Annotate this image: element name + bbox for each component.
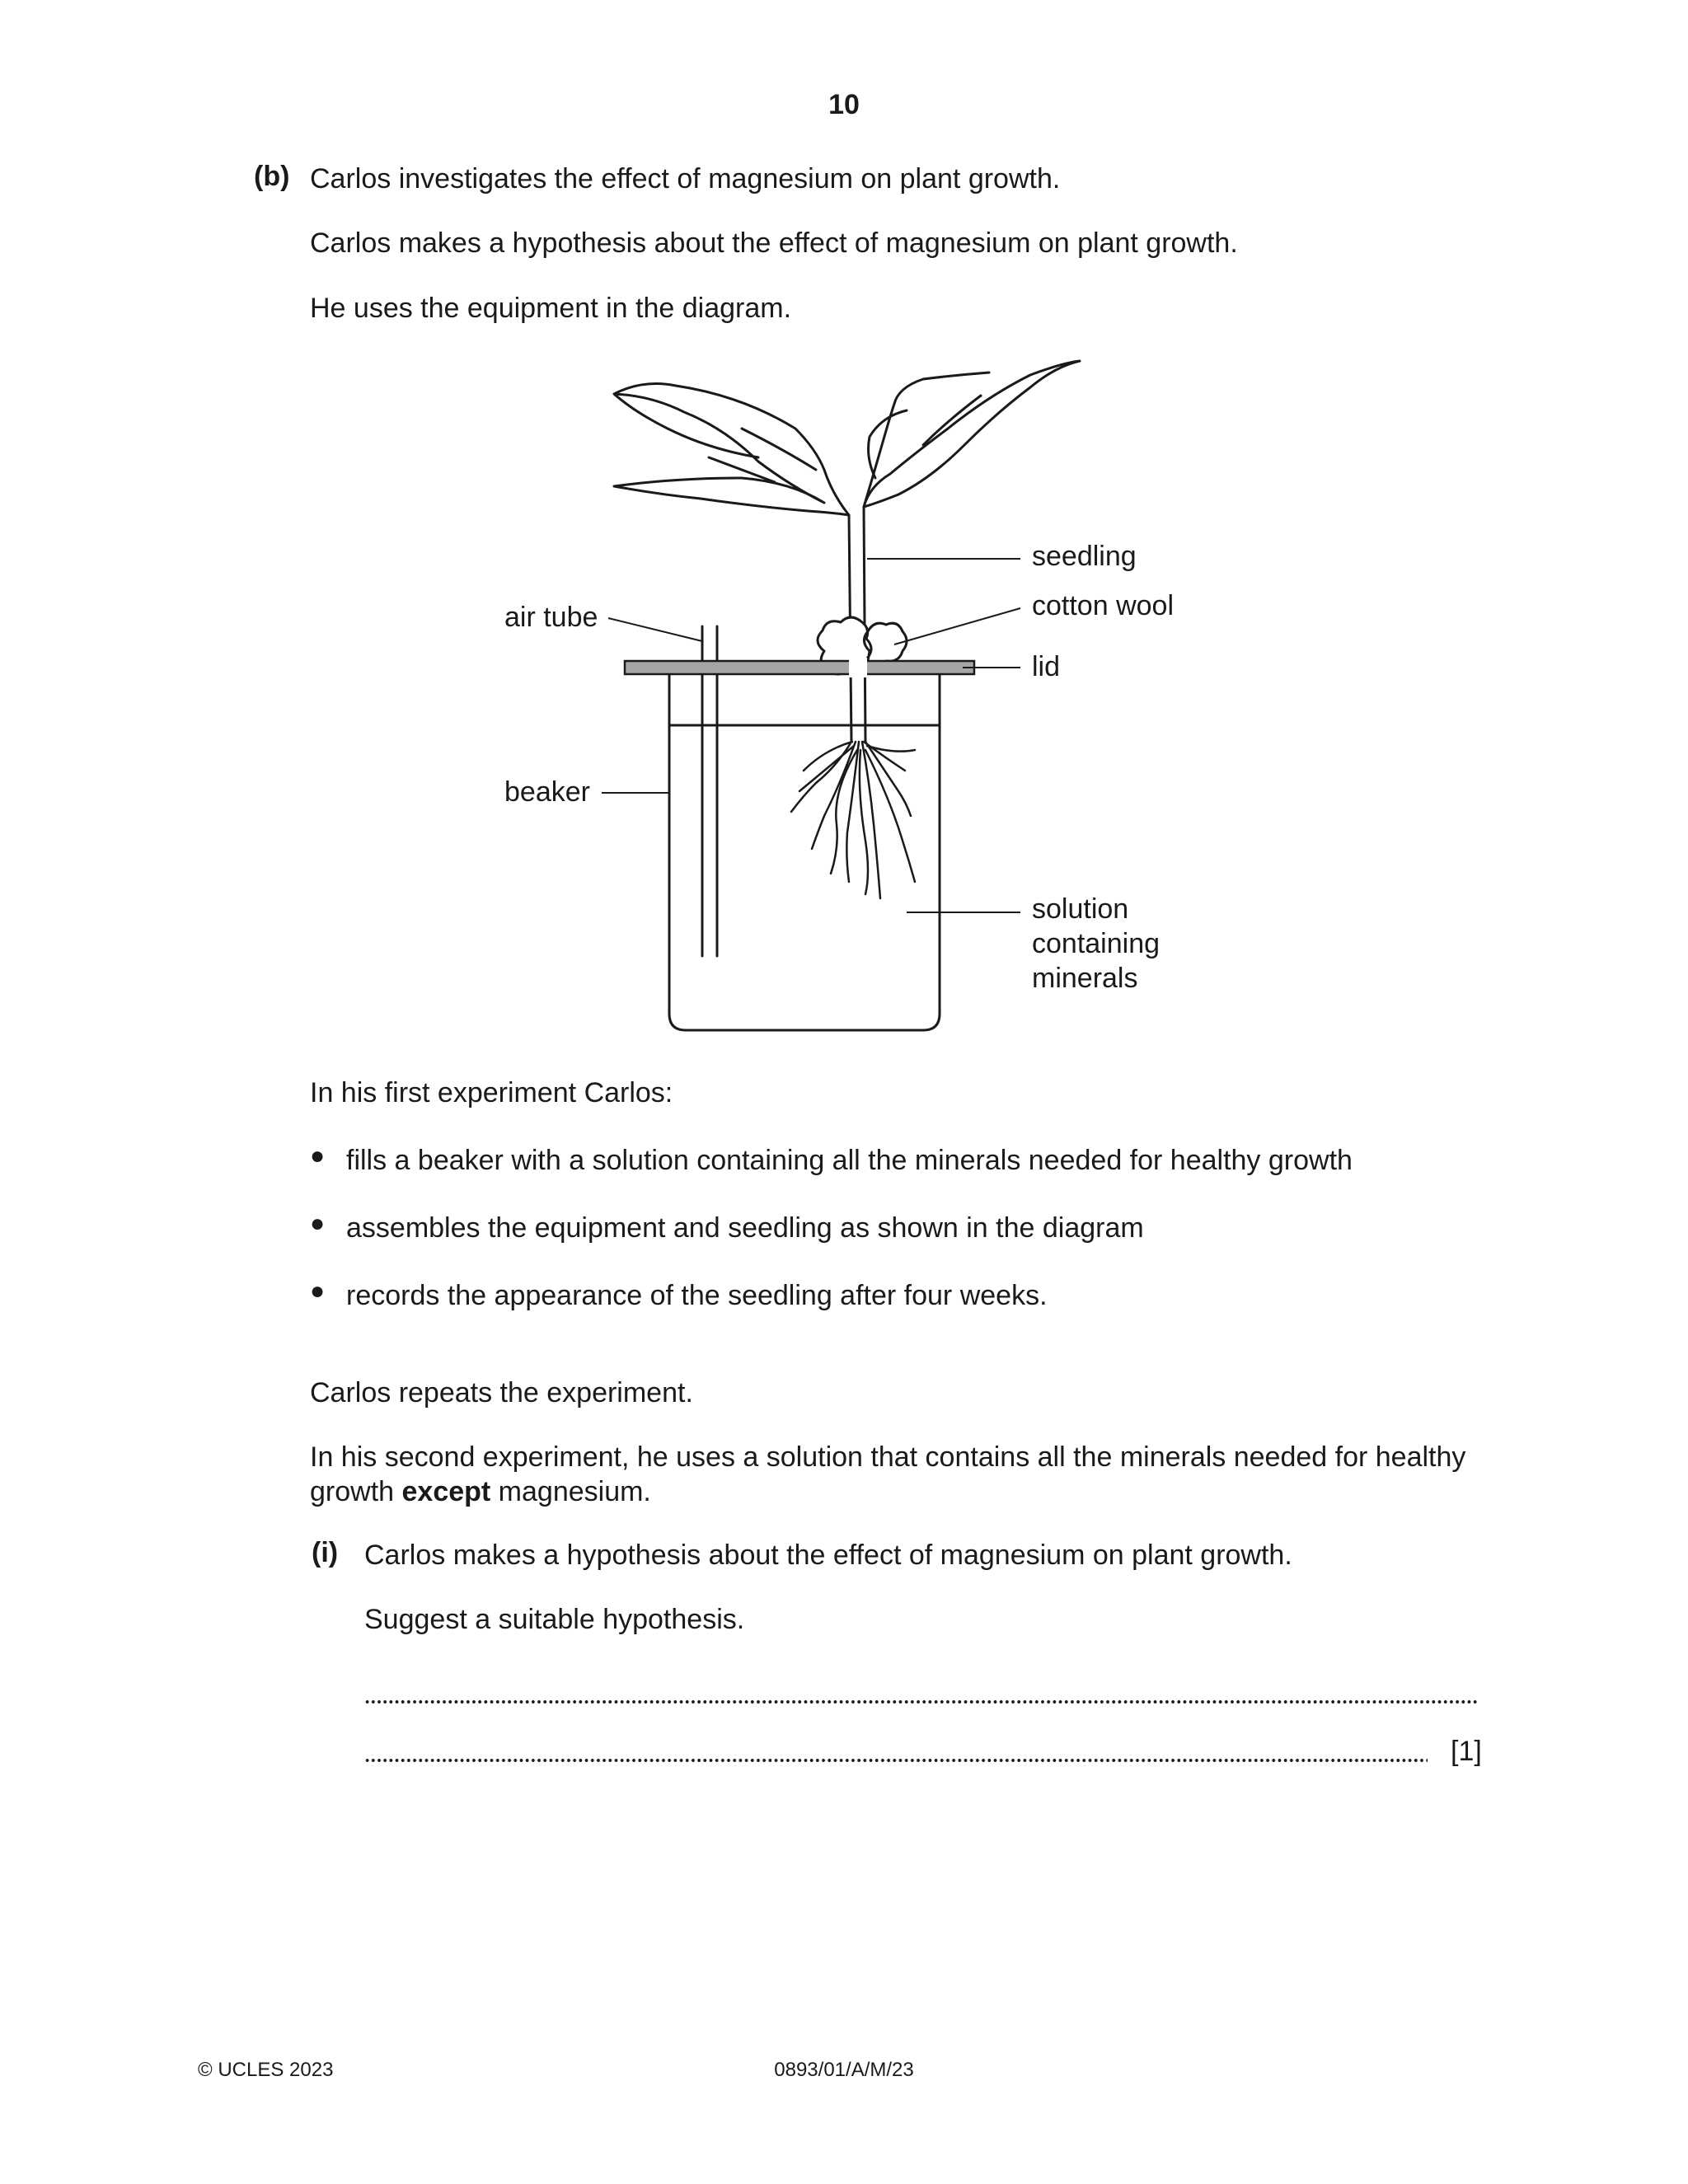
bullet-marker: ● <box>310 1142 326 1169</box>
repeat-statement: Carlos repeats the experiment. <box>310 1377 693 1408</box>
seedling-roots <box>791 742 915 898</box>
label-solution-2: containing <box>1032 928 1160 959</box>
lid-stem-gap <box>849 658 867 677</box>
air-tube <box>702 626 717 956</box>
marks-indicator: [1] <box>1451 1736 1482 1767</box>
question-i-label: (i) <box>312 1537 339 1568</box>
part-b-label: (b) <box>254 161 290 192</box>
label-seedling: seedling <box>1032 541 1137 572</box>
label-solution-3: minerals <box>1032 963 1138 994</box>
second-experiment-emphasis: except <box>401 1476 491 1507</box>
equipment-statement: He uses the equipment in the diagram. <box>310 293 792 324</box>
label-air-tube: air tube <box>504 602 598 633</box>
answer-line-2[interactable] <box>364 1758 1428 1763</box>
cotton-wool-leader <box>894 608 1020 644</box>
bullet-item-3: records the appearance of the seedling after four weeks. <box>346 1280 1048 1311</box>
hypothesis-statement: Carlos makes a hypothesis about the effect of magnesium on plant growth. <box>310 227 1238 259</box>
air-tube-leader <box>608 618 702 641</box>
bullet-marker: ● <box>310 1210 326 1237</box>
footer-copyright: © UCLES 2023 <box>198 2059 334 2081</box>
first-experiment-intro: In his first experiment Carlos: <box>310 1077 673 1108</box>
label-lid: lid <box>1032 651 1061 682</box>
label-beaker: beaker <box>504 776 590 808</box>
seedling-leaves <box>614 361 1080 515</box>
question-i-text: Carlos makes a hypothesis about the effect of magnesium on plant growth. <box>364 1540 1292 1571</box>
footer-code: 0893/01/A/M/23 <box>774 2059 914 2081</box>
question-i-prompt: Suggest a suitable hypothesis. <box>364 1604 745 1635</box>
bullet-item-1: fills a beaker with a solution containing all the minerals needed for healthy growth <box>346 1145 1353 1176</box>
page-number: 10 <box>828 89 860 120</box>
equipment-diagram <box>0 0 1688 1071</box>
label-solution-1: solution <box>1032 893 1129 925</box>
label-cotton-wool: cotton wool <box>1032 590 1174 621</box>
second-experiment-after: magnesium. <box>490 1476 651 1507</box>
lid <box>625 661 974 674</box>
second-experiment-before: In his second experiment, he uses a solution that contains all the minerals needed for healthy growth <box>310 1441 1466 1507</box>
second-experiment-text <box>310 1440 1480 1509</box>
beaker-outline <box>669 669 940 1030</box>
bullet-item-2: assembles the equipment and seedling as shown in the diagram <box>346 1212 1144 1244</box>
answer-line-1[interactable] <box>364 1699 1477 1704</box>
beaker-rim <box>669 669 940 725</box>
bullet-marker: ● <box>310 1277 326 1305</box>
part-b-intro: Carlos investigates the effect of magnesium on plant growth. <box>310 163 1061 194</box>
